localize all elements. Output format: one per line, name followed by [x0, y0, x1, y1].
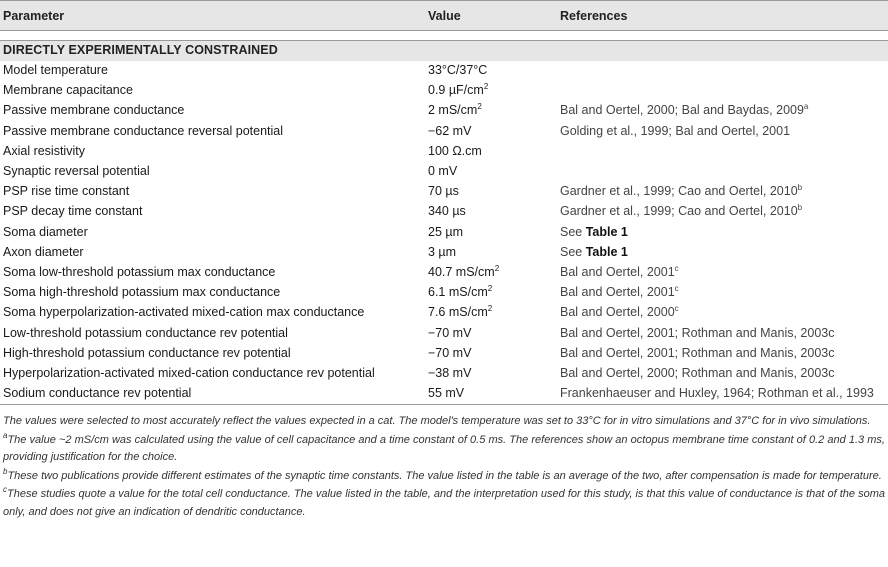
table-link[interactable]: Table 1: [585, 244, 628, 259]
table-row: [0, 81, 888, 101]
cell-references-footnote-mark[interactable]: b: [797, 183, 803, 193]
cell-parameter: Hyperpolarization-activated mixed-cation conductance rev potential: [3, 366, 375, 380]
cell-parameter: Passive membrane conductance: [3, 103, 185, 118]
cell-references-footnote-mark[interactable]: b: [797, 203, 803, 213]
cell-parameter: Axon diameter: [3, 244, 84, 259]
table-row: [0, 324, 888, 344]
cell-parameter: Synaptic reversal potential: [3, 164, 150, 178]
cell-references-prefix: See: [560, 224, 586, 239]
cell-value-text: −62 mV: [428, 123, 472, 138]
cell-references-text: Bal and Oertel, 2000; Bal and Baydas, 2009: [560, 103, 804, 118]
table-row: [0, 283, 888, 303]
table-footnotes: [3, 413, 885, 522]
cell-value-text: 7.6 mS/cm: [428, 305, 488, 320]
cell-references-text: Golding et al., 1999; Bal and Oertel, 2001: [560, 123, 791, 138]
table-row: [0, 61, 888, 81]
cell-references: [560, 124, 790, 138]
cell-value: [428, 366, 471, 380]
cell-value: [428, 164, 457, 178]
cell-value-text: 6.1 mS/cm: [428, 285, 488, 300]
cell-value: [428, 225, 463, 239]
table-row: [0, 182, 888, 202]
cell-parameter: Soma diameter: [3, 224, 88, 239]
footnote-c-text: These studies quote a value for the total cell conductance. The value listed in the table, and the interpretation used for this study, is that this value of conductance is that of the soma only, and does not give an indication of dendritic conductance.: [3, 488, 885, 518]
table-row: [0, 162, 888, 182]
table-link[interactable]: Table 1: [585, 224, 628, 239]
table-row: [0, 384, 888, 404]
cell-references-text: Bal and Oertel, 2000: [560, 305, 675, 320]
cell-references-text: Gardner et al., 1999; Cao and Oertel, 2010: [560, 184, 798, 199]
cell-parameter: Passive membrane conductance reversal potential: [3, 123, 284, 138]
cell-value: [428, 265, 499, 279]
section-heading: [0, 40, 888, 61]
cell-parameter: Soma hyperpolarization-activated mixed-cation max conductance: [3, 305, 365, 320]
cell-value-text: 25 µm: [428, 224, 463, 239]
cell-value: [428, 103, 482, 117]
cell-value: [428, 285, 492, 299]
cell-parameter: Membrane capacitance: [3, 83, 133, 98]
cell-value-superscript: 2: [483, 82, 489, 92]
cell-value: [428, 144, 482, 158]
cell-references: [560, 386, 874, 400]
cell-value: [428, 63, 487, 77]
cell-value-text: 70 µs: [428, 184, 459, 199]
table-row: [0, 101, 888, 121]
cell-references-text: Bal and Oertel, 2000; Rothman and Manis, 2003c: [560, 366, 835, 380]
cell-references: [560, 366, 834, 380]
table-row: [0, 142, 888, 162]
header-parameter: Parameter: [3, 9, 65, 23]
footnote-a-mark: a: [3, 430, 8, 440]
cell-references-footnote-mark[interactable]: a: [803, 102, 809, 112]
footnote-c-mark: c: [3, 485, 7, 494]
cell-references: [560, 265, 679, 279]
cell-parameter: Low-threshold potassium conductance rev potential: [3, 325, 288, 340]
cell-references-text: Bal and Oertel, 2001; Rothman and Manis, 2003c: [560, 345, 835, 360]
header-references: References: [560, 9, 628, 23]
cell-references: [560, 245, 628, 259]
footnote-c: [3, 486, 885, 521]
table-bottom-rule: [0, 404, 888, 405]
cell-references: [560, 204, 802, 218]
cell-references-text: Bal and Oertel, 2001: [560, 285, 675, 300]
footnote-b-text: These two publications provide different estimates of the synaptic time constants. The value listed in the table is an average of the two, after compensation is made for temperature.: [7, 469, 882, 482]
cell-value: [428, 204, 466, 218]
cell-parameter: PSP decay time constant: [3, 204, 143, 219]
table-row: [0, 122, 888, 142]
footnote-a-text: The value ~2 mS/cm was calculated using the value of cell capacitance and a time constant of 0.5 ms. The references show an octopus membrane time constant of 0.2 and 1.3 ms, providing justification for the choice.: [3, 433, 885, 463]
cell-value-text: 2 mS/cm: [428, 103, 478, 118]
cell-value: [428, 386, 464, 400]
cell-references: [560, 225, 628, 239]
cell-references-footnote-mark[interactable]: c: [674, 284, 679, 294]
cell-value-text: 55 mV: [428, 386, 465, 401]
cell-value-text: 3 µm: [428, 244, 457, 259]
table-row: [0, 243, 888, 263]
table-row: [0, 202, 888, 222]
cell-references: [560, 103, 808, 117]
cell-value-superscript: 2: [494, 264, 500, 273]
cell-parameter: Axial resistivity: [3, 143, 85, 158]
table-row: [0, 223, 888, 243]
cell-value-text: −70 mV: [428, 345, 472, 360]
table-row: [0, 344, 888, 364]
cell-value-text: 0.9 µF/cm: [428, 83, 484, 98]
cell-value: [428, 346, 471, 360]
cell-value: [428, 326, 471, 340]
cell-parameter: Soma high-threshold potassium max conductance: [3, 285, 281, 300]
cell-references-footnote-mark[interactable]: c: [674, 304, 679, 314]
cell-references-text: Bal and Oertel, 2001; Rothman and Manis, 2003c: [560, 325, 835, 340]
cell-value-superscript: 2: [477, 102, 482, 112]
cell-value-text: 40.7 mS/cm: [428, 265, 495, 279]
cell-references: [560, 326, 834, 340]
footnote-a: [3, 432, 885, 467]
cell-value: [428, 124, 471, 138]
table-row: [0, 364, 888, 384]
table-header: [0, 0, 888, 31]
cell-value: [428, 305, 492, 319]
cell-parameter: High-threshold potassium conductance rev potential: [3, 345, 291, 360]
header-value: Value: [428, 9, 461, 23]
cell-parameter: Model temperature: [3, 63, 108, 77]
cell-references: [560, 285, 679, 299]
cell-references-footnote-mark[interactable]: c: [674, 264, 679, 273]
cell-value-text: 33°C/37°C: [428, 63, 488, 77]
cell-value-text: −38 mV: [428, 366, 472, 380]
cell-references-text: Frankenhaeuser and Huxley, 1964; Rothman et al., 1993: [560, 386, 874, 401]
cell-value-text: 340 µs: [428, 204, 466, 219]
cell-value-superscript: 2: [487, 284, 493, 294]
footnote-main: The values were selected to most accurately reflect the values expected in a cat. The model's temperature was set to 33°C for in vitro simulations and 37°C for in vivo simulations.: [3, 415, 871, 427]
cell-references: [560, 184, 802, 198]
table-row: [0, 263, 888, 283]
footnote-b: [3, 468, 885, 486]
section-title: DIRECTLY EXPERIMENTALLY CONSTRAINED: [3, 43, 278, 57]
cell-parameter: PSP rise time constant: [3, 184, 130, 199]
cell-parameter: Sodium conductance rev potential: [3, 386, 192, 401]
cell-value-text: 100 Ω.cm: [428, 143, 482, 158]
cell-value: [428, 83, 488, 97]
cell-references-prefix: See: [560, 244, 586, 259]
cell-value-text: −70 mV: [428, 325, 472, 340]
footnote-b-mark: b: [3, 466, 8, 476]
cell-references: [560, 346, 834, 360]
cell-value: [428, 245, 456, 259]
cell-parameter: Soma low-threshold potassium max conductance: [3, 265, 276, 279]
table-row: [0, 303, 888, 323]
cell-references-text: Bal and Oertel, 2001: [560, 265, 675, 279]
cell-value-superscript: 2: [487, 304, 493, 314]
cell-value-text: 0 mV: [428, 164, 458, 178]
cell-value: [428, 184, 459, 198]
cell-references-text: Gardner et al., 1999; Cao and Oertel, 2010: [560, 204, 798, 219]
cell-references: [560, 305, 679, 319]
